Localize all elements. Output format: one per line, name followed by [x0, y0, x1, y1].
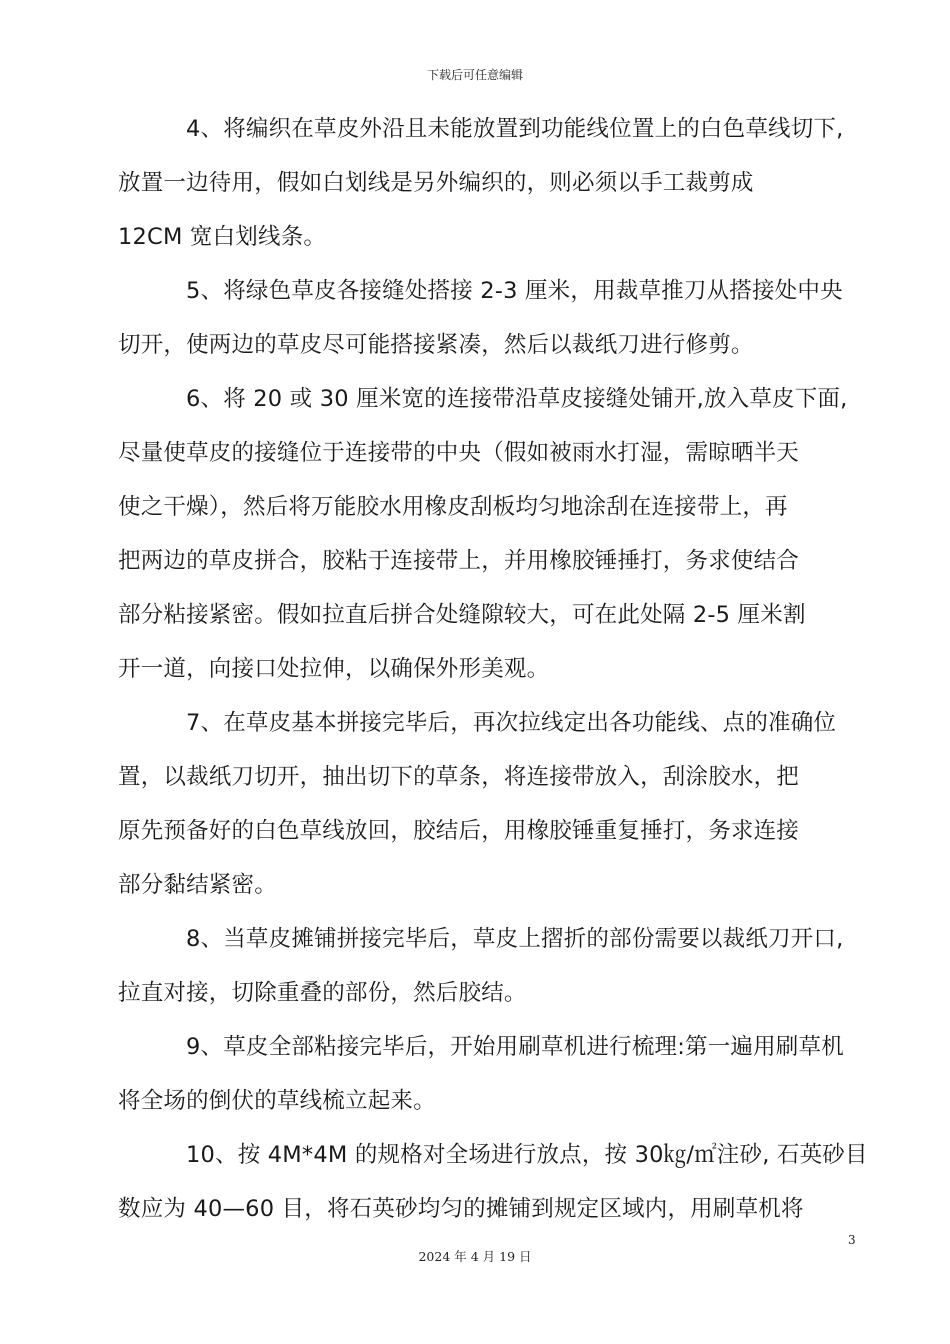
text-line: 数应为 40—60 目，将石英砂均匀的摊铺到规定区域内，用刷草机将: [118, 1196, 804, 1222]
text-line: 切开，使两边的草皮尽可能搭接紧凑，然后以裁纸刀进行修剪。: [118, 332, 754, 358]
text-line: 6、将 20 或 30 厘米宽的连接带沿草皮接缝处铺开,放入草皮下面,: [186, 386, 848, 412]
paragraph-step-10: [118, 1128, 868, 1236]
paragraph-step-5: [118, 264, 864, 372]
text-line: 开一道，向接口处拉伸，以确保外形美观。: [118, 656, 550, 682]
text-line: 7、在草皮基本拼接完毕后，再次拉线定出各功能线、点的准确位: [186, 710, 837, 736]
text-line: 放置一边待用，假如白划线是另外编织的，则必须以手工裁剪成: [118, 170, 754, 196]
text-line: 12CM 宽白划线条。: [118, 224, 327, 250]
paragraph-step-7: [118, 696, 864, 912]
paragraph-step-4: [118, 102, 864, 264]
text-line: 9、草皮全部粘接完毕后，开始用刷草机进行梳理:第一遍用刷草机: [186, 1034, 844, 1060]
text-line: 8、当草皮摊铺拼接完毕后，草皮上摺折的部份需要以裁纸刀开口,: [186, 926, 844, 952]
text-line: 把两边的草皮拼合，胶粘于连接带上，并用橡胶锤捶打，务求使结合: [118, 548, 800, 574]
text-line: 5、将绿色草皮各接缝处搭接 2-3 厘米，用裁草推刀从搭接处中央: [186, 278, 843, 304]
paragraph-step-6: [118, 372, 864, 696]
paragraph-step-9: [118, 1020, 864, 1128]
text-line: 尽量使草皮的接缝位于连接带的中央（假如被雨水打湿，需晾晒半天: [118, 440, 800, 466]
text-line: 10、按 4M*4M 的规格对全场进行放点，按 30㎏/㎡注砂, 石英砂目: [186, 1142, 868, 1168]
page-footer-date: 2024 年 4 月 19 日: [418, 1249, 532, 1264]
page-number: 3: [848, 1233, 856, 1247]
page-header: 下载后可任意编辑: [426, 68, 523, 82]
text-line: 部分黏结紧密。: [118, 872, 277, 898]
paragraph-step-8: [118, 912, 864, 1020]
text-line: 置，以裁纸刀切开，抽出切下的草条，将连接带放入，刮涂胶水，把: [118, 764, 800, 790]
text-line: 拉直对接，切除重叠的部份，然后胶结。: [118, 980, 527, 1006]
document-body: [118, 102, 868, 1236]
text-line: 使之干燥），然后将万能胶水用橡皮刮板均匀地涂刮在连接带上，再: [118, 494, 788, 520]
text-line: 部分粘接紧密。假如拉直后拼合处缝隙较大，可在此处隔 2-5 厘米割: [118, 602, 806, 628]
text-line: 原先预备好的白色草线放回，胶结后，用橡胶锤重复捶打，务求连接: [118, 818, 800, 844]
text-line: 将全场的倒伏的草线梳立起来。: [118, 1088, 436, 1114]
text-line: 4、将编织在草皮外沿且未能放置到功能线位置上的白色草线切下,: [186, 116, 844, 142]
